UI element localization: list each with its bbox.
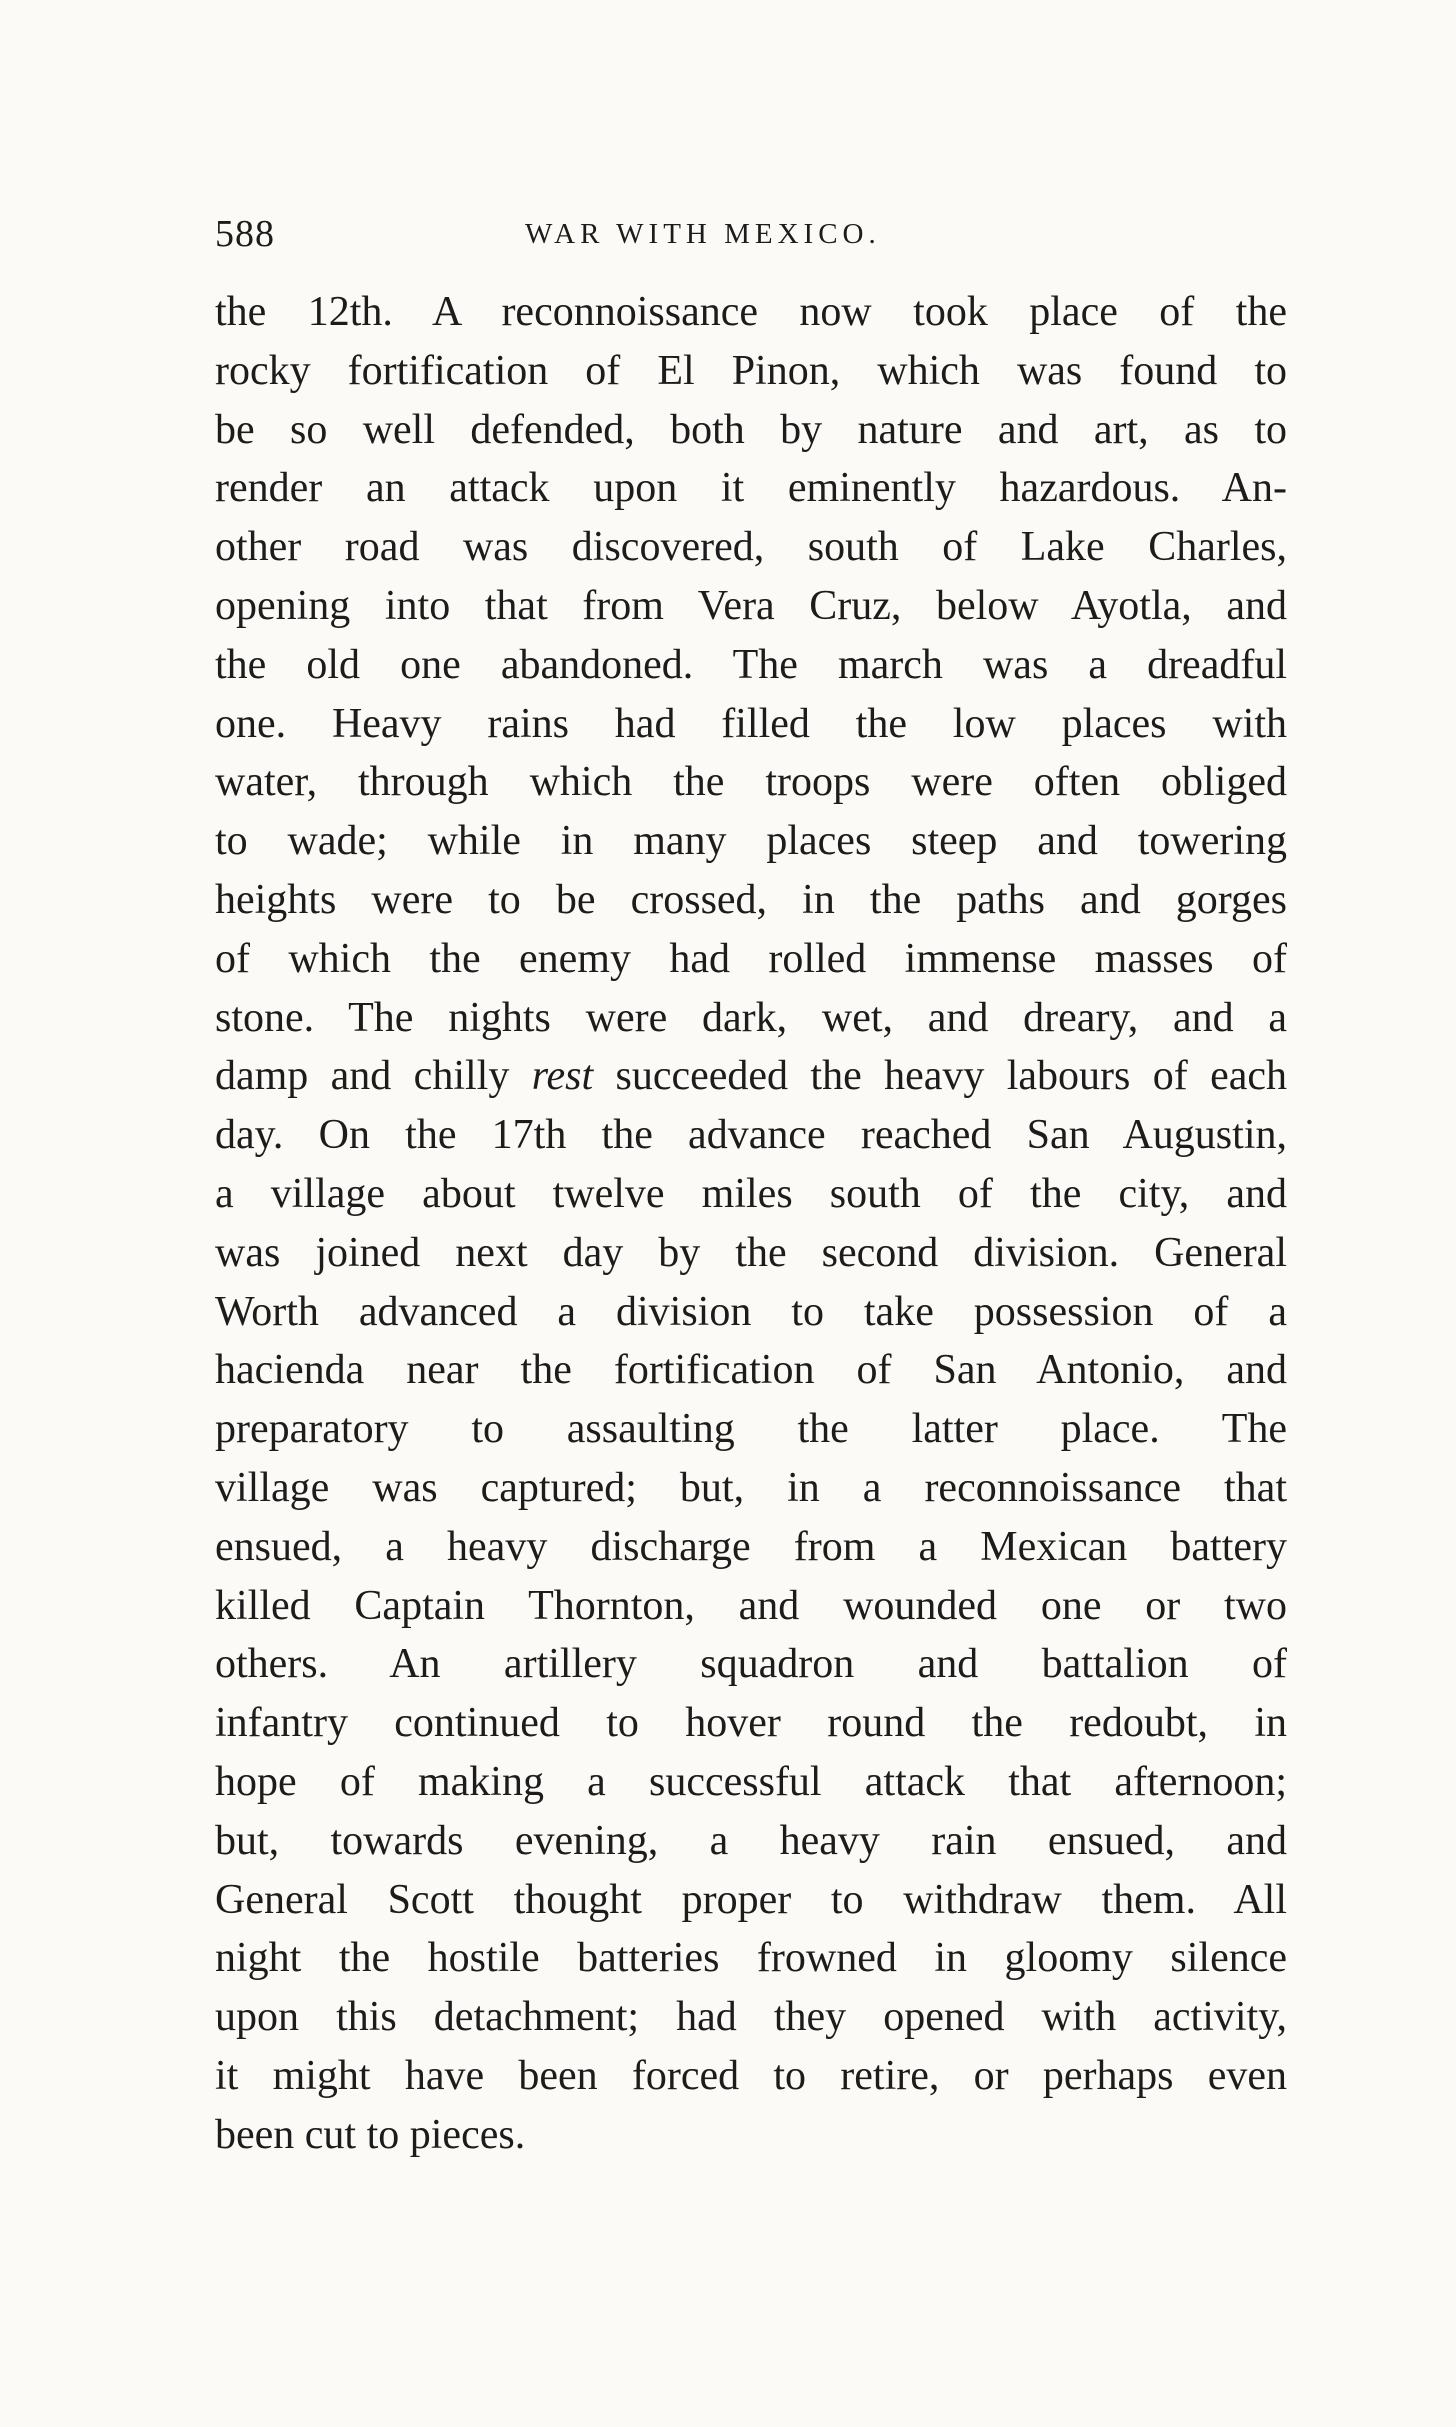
text-line: the 12th. A reconnoissance now took place of the	[215, 289, 1287, 335]
text-line: but, towards evening, a heavy rain ensued, and	[215, 1817, 1287, 1864]
text-line: rocky fortification of El Pinon, which was found to	[215, 347, 1287, 394]
text-line: Worth advanced a division to take possession of a	[215, 1288, 1287, 1335]
text-line: to wade; while in many places steep and towering	[215, 818, 1287, 865]
text-line: upon this detachment; had they opened with activity,	[215, 1994, 1287, 2041]
text-line: render an attack upon it eminently hazardous. An-	[215, 465, 1287, 512]
running-title: WAR WITH MEXICO.	[525, 218, 881, 250]
page-number: 588	[215, 213, 275, 255]
text-segment: damp and chilly	[215, 1053, 532, 1100]
text-line: water, through which the troops were often obliged	[215, 759, 1287, 806]
text-segment: succeeded the heavy labours of each	[593, 1053, 1287, 1100]
text-line: day. On the 17th the advance reached San Augustin,	[215, 1112, 1287, 1159]
text-line: hacienda near the fortification of San Antonio, and	[215, 1347, 1287, 1394]
text-line	[215, 1047, 1287, 1106]
text-line: village was captured; but, in a reconnoissance that	[215, 1464, 1287, 1511]
text-line: the old one abandoned. The march was a dreadful	[215, 641, 1287, 688]
text-line: been cut to pieces.	[215, 2111, 526, 2158]
text-line: others. An artillery squadron and battalion of	[215, 1641, 1287, 1688]
text-line: stone. The nights were dark, wet, and dreary, and a	[215, 994, 1287, 1041]
text-line: opening into that from Vera Cruz, below Ayotla, and	[215, 582, 1287, 629]
text-line: hope of making a successful attack that afternoon;	[215, 1758, 1287, 1805]
text-line: infantry continued to hover round the redoubt, in	[215, 1700, 1287, 1747]
text-line: one. Heavy rains had filled the low places with	[215, 700, 1287, 747]
text-line: it might have been forced to retire, or perhaps even	[215, 2052, 1287, 2099]
text-line: be so well defended, both by nature and art, as to	[215, 406, 1287, 453]
text-line: other road was discovered, south of Lake Charles,	[215, 524, 1287, 571]
body-text	[215, 283, 1287, 2165]
text-line: ensued, a heavy discharge from a Mexican battery	[215, 1523, 1287, 1570]
text-line: heights were to be crossed, in the paths and gorges	[215, 876, 1287, 923]
text-line: was joined next day by the second division. General	[215, 1229, 1287, 1276]
text-line: preparatory to assaulting the latter place. The	[215, 1406, 1287, 1453]
running-head	[215, 212, 985, 262]
text-line: General Scott thought proper to withdraw them. All	[215, 1876, 1287, 1923]
text-line: killed Captain Thornton, and wounded one or two	[215, 1582, 1287, 1629]
text-line: of which the enemy had rolled immense masses of	[215, 935, 1287, 982]
text-line: night the hostile batteries frowned in gloomy silence	[215, 1935, 1287, 1982]
italic-word: rest	[531, 1053, 594, 1100]
text-line: a village about twelve miles south of the city, and	[215, 1170, 1287, 1217]
